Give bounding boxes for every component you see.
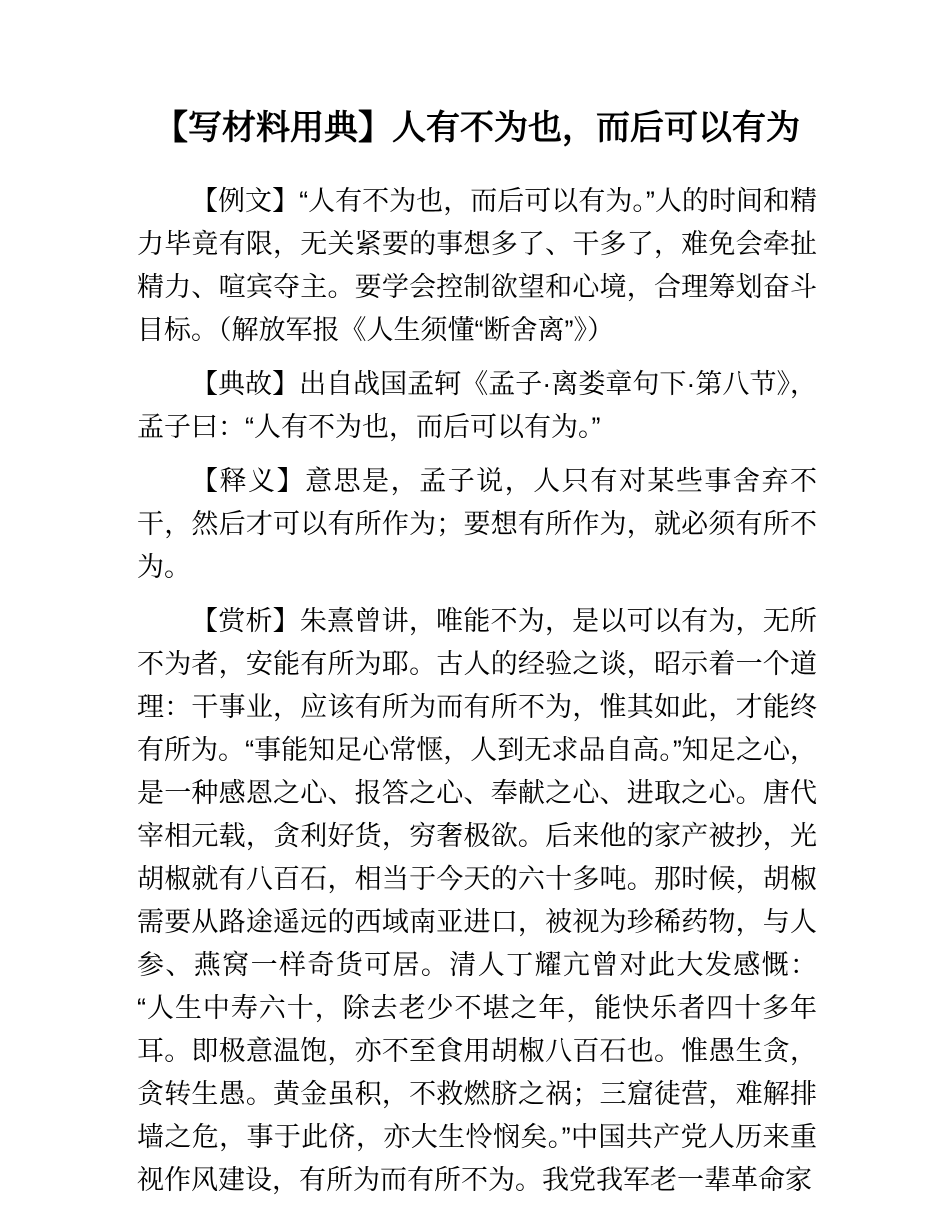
paragraph-liwen: 【例文】“人有不为也，而后可以有为。”人的时间和精力毕竟有限，无关紧要的事想多了、干多了，难免会牵扯精力、喧宾夺主。要学会控制欲望和心境，合理筹划奋斗目标。（解放军报《人生须懂“断舍离”》） [137, 185, 817, 345]
paragraph-shiyi: 【释义】意思是，孟子说，人只有对某些事舍弃不干，然后才可以有所作为；要想有所作为，就必须有所不为。 [137, 465, 817, 582]
document-title: 【写材料用典】人有不为也，而后可以有为 [154, 109, 800, 147]
paragraph-diangu: 【典故】出自战国孟轲《孟子·离娄章句下·第八节》，孟子曰：“人有不为也，而后可以有为。” [137, 368, 817, 442]
paragraph-shangxi: 【赏析】朱熹曾讲，唯能不为，是以可以有为，无所不为者，安能有所为耶。古人的经验之谈，昭示着一个道理：干事业，应该有所为而有所不为，惟其如此，才能终有所为。“事能知足心常惬，人到无求品自高。”知足之心，是一种感恩之心、报答之心、奉献之心、进取之心。唐代宰相元载，贪利好货，穷奢极欲。后来他的家产被抄，光胡椒就有八百石，相当于今天的六十多吨。那时候，胡椒需要从路途遥远的西域南亚进口，被视为珍稀药物，与人参、燕窝一样奇货可居。清人丁耀亢曾对此大发感慨：“人生中寿六十，除去老少不堪之年，能快乐者四十多年耳。即极意温饱，亦不至食用胡椒八百石也。惟愚生贪，贪转生愚。黄金虽积，不救燃脐之祸；三窟徒营，难解排墙之危，事于此侪，亦大生怜悯矣。”中国共产党人历来重视作风建设，有所为而有所不为。我党我军老一辈革命家 [137, 605, 817, 1195]
